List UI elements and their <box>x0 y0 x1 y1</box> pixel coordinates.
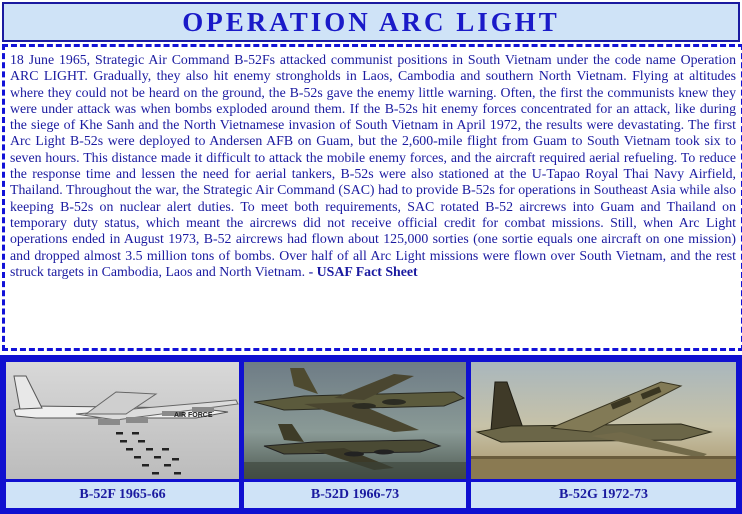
photo-caption-b52g: B-52G 1972-73 <box>471 482 736 508</box>
photo-gallery <box>0 355 742 514</box>
b52f-bombing-photo-icon <box>6 362 239 479</box>
photo-caption-b52f: B-52F 1965-66 <box>6 482 239 508</box>
b52d-formation-photo-icon <box>244 362 466 479</box>
page-title: OPERATION ARC LIGHT <box>182 6 560 37</box>
svg-text:AIR FORCE: AIR FORCE <box>174 412 213 419</box>
article-box <box>2 44 742 351</box>
article-body <box>10 52 736 280</box>
article-source: - USAF Fact Sheet <box>308 263 418 279</box>
article-text: 18 June 1965, Strategic Air Command B-52Fs attacked communist positions in South Vietnam under the code name Operation ARC LIGHT. Gradually, they also hit enemy strongholds in Laos, Cambodia and southern North Vietnam. Flying at altitudes where they could not be heard on the ground, the B-52s gave the enemy little warning. Often, the first the communists knew they were under attack was when bombs exploded around them. If the B-52s hit enemy forces concentrated for an attack, like during the siege of Khe Sanh and the North Vietnamese invasion of South Vietnam in April 1972, the results were devastating. The first Arc Light B-52s were deployed to Andersen AFB on Guam, but the 2,600-mile flight from Guam to South Vietnam took six to seven hours. This distance made it difficult to attack the mobile enemy forces, and the aircraft required aerial refueling. To reduce the response time and lessen the need for aerial tankers, B-52s were also stationed at the U-Tapao Royal Thai Navy Airfield, Thailand. Throughout the war, the Strategic Air Command (SAC) had to provide B-52s for operations in Southeast Asia while also keeping B-52s on nuclear alert duties. To meet both requirements, SAC rotated B-52 aircrews into Guam and Thailand on temporary duty status, which meant the aircrews did not receive official credit for combat missions. Still, when Arc Light operations ended in August 1973, B-52 aircrews had flown about 125,000 sorties (one sortie equals one aircraft on one mission) and dropped almost 3.5 million tons of bombs. Over half of all Arc Light missions were flown over South Vietnam, and the rest struck targets in Cambodia, Laos and North Vietnam. <box>10 52 736 279</box>
photo-caption-b52d: B-52D 1966-73 <box>244 482 466 508</box>
title-banner <box>2 2 740 42</box>
b52g-parked-photo-icon <box>471 362 736 479</box>
